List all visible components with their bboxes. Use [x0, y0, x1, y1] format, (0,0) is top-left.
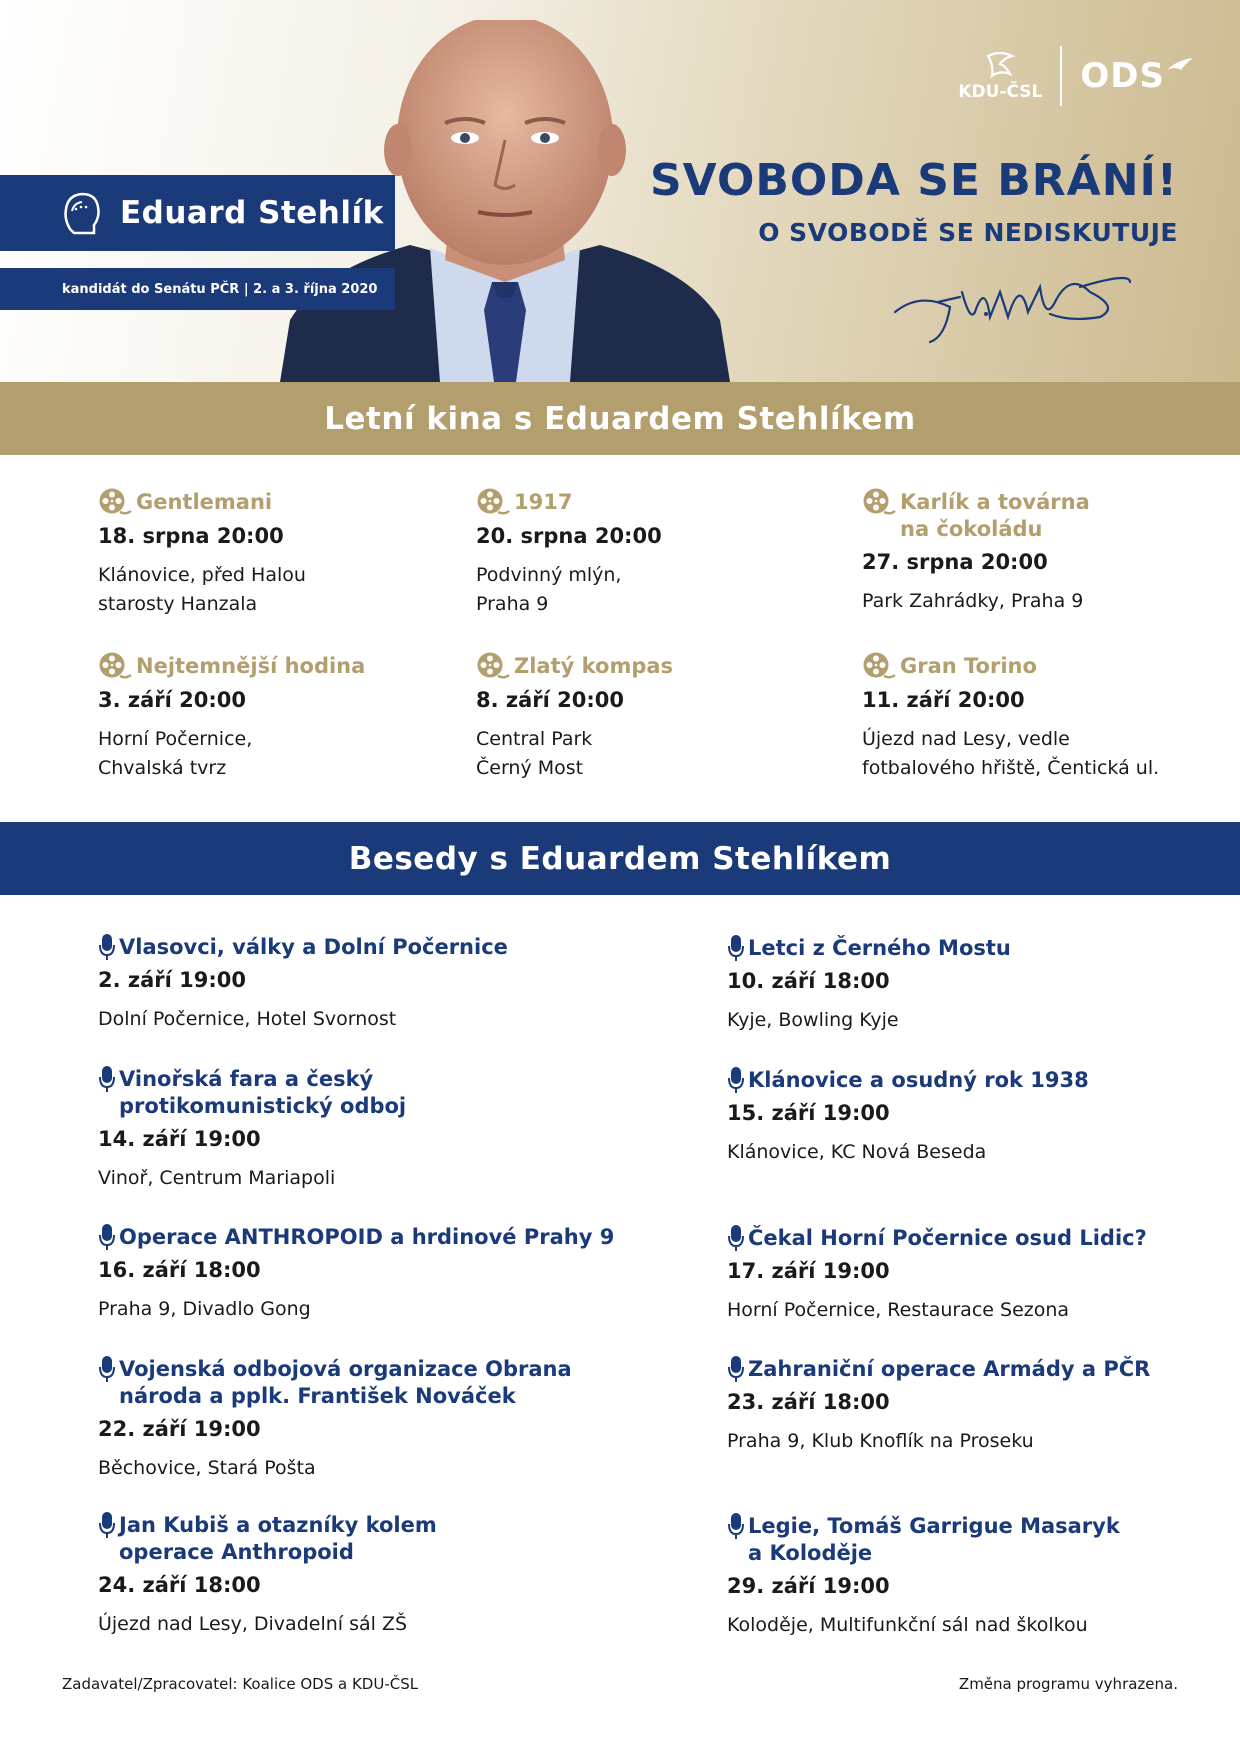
talk-title: Letci z Černého Mostu: [748, 936, 1011, 960]
kdu-csl-logo: [958, 50, 1042, 102]
film-title: Gran Torino: [900, 654, 1037, 678]
screening-place: Podvinný mlýn, Praha 9: [476, 564, 622, 615]
talk-date: 22. září 19:00: [98, 1417, 261, 1441]
cinema-item: [476, 651, 816, 783]
talk-date: 15. září 19:00: [727, 1101, 890, 1125]
screening-place: Újezd nad Lesy, vedle fotbalového hřiště, Čentická ul.: [862, 728, 1160, 779]
cinema-item: [98, 487, 438, 619]
talk-place: Újezd nad Lesy, Divadelní sál ZŠ: [98, 1613, 408, 1635]
candidate-name: Eduard Stehlík: [120, 195, 384, 231]
ods-bird-icon: [1165, 56, 1195, 76]
talk-place: Klánovice, KC Nová Beseda: [727, 1141, 987, 1163]
microphone-icon: [727, 1512, 745, 1540]
film-title: Gentlemani: [136, 490, 273, 514]
microphone-icon: [98, 933, 116, 961]
talk-title: Čekal Horní Počernice osud Lidic?: [748, 1226, 1147, 1250]
ods-logo: [1080, 56, 1195, 96]
talk-place: Praha 9, Klub Knoflík na Proseku: [727, 1430, 1034, 1452]
talk-item: [727, 1356, 1240, 1456]
screening-place: Klánovice, před Halou starosty Hanzala: [98, 564, 306, 615]
talk-date: 2. září 19:00: [98, 968, 247, 992]
talk-title: Vlasovci, války a Dolní Počernice: [119, 935, 508, 959]
film-reel-icon: [476, 651, 510, 681]
film-reel-icon: [476, 487, 510, 517]
talk-item: [727, 935, 1240, 1035]
talk-date: 10. září 18:00: [727, 969, 890, 993]
candidate-info-box: [0, 268, 395, 310]
screening-place: Central Park Černý Most: [476, 728, 593, 779]
microphone-icon: [98, 1223, 116, 1251]
film-title: Karlík a továrna na čokoládu: [900, 490, 1090, 541]
microphone-icon: [727, 1066, 745, 1094]
cinema-heading-text: Letní kina s Eduardem Stehlíkem: [324, 400, 916, 437]
slogan-sub: O SVOBODĚ SE NEDISKUTUJE: [758, 218, 1178, 247]
screening-place: Park Zahrádky, Praha 9: [862, 590, 1084, 612]
screening-date: 27. srpna 20:00: [862, 550, 1048, 574]
talk-place: Praha 9, Divadlo Gong: [98, 1298, 311, 1320]
talk-place: Koloděje, Multifunkční sál nad školkou: [727, 1614, 1088, 1636]
film-reel-icon: [98, 487, 132, 517]
film-title: Zlatý kompas: [514, 654, 674, 678]
talk-title: Klánovice a osudný rok 1938: [748, 1068, 1089, 1092]
talk-item: [727, 1513, 1240, 1640]
microphone-icon: [98, 1511, 116, 1539]
screening-date: 11. září 20:00: [862, 688, 1025, 712]
cinema-item: [862, 487, 1202, 616]
talk-place: Horní Počernice, Restaurace Sezona: [727, 1299, 1070, 1321]
cinema-item: [476, 487, 816, 619]
screening-date: 18. srpna 20:00: [98, 524, 284, 548]
talk-title: Zahraniční operace Armády a PČR: [748, 1357, 1151, 1381]
screening-date: 20. srpna 20:00: [476, 524, 662, 548]
talk-place: Vinoř, Centrum Mariapoli: [98, 1167, 336, 1189]
talk-title: Operace ANTHROPOID a hrdinové Prahy 9: [119, 1225, 615, 1249]
slogan-main: SVOBODA SE BRÁNÍ!: [649, 155, 1178, 206]
film-reel-icon: [98, 651, 132, 681]
talk-title: Legie, Tomáš Garrigue Masaryk a Koloděje: [748, 1514, 1120, 1565]
microphone-icon: [727, 934, 745, 962]
microphone-icon: [98, 1065, 116, 1093]
talk-date: 23. září 18:00: [727, 1390, 890, 1414]
film-reel-icon: [862, 487, 896, 517]
cinema-item: [862, 651, 1222, 783]
microphone-icon: [727, 1224, 745, 1252]
signature-image: [890, 262, 1135, 347]
talk-place: Běchovice, Stará Pošta: [98, 1457, 316, 1479]
talk-date: 14. září 19:00: [98, 1127, 261, 1151]
screening-date: 3. září 20:00: [98, 688, 247, 712]
kdu-csl-emblem-icon: [980, 50, 1020, 80]
cinema-section-heading: [0, 382, 1240, 455]
logo-divider: [1060, 46, 1062, 106]
talk-title: Jan Kubiš a otazníky kolem operace Anthropoid: [119, 1513, 437, 1564]
talks-heading-text: Besedy s Eduardem Stehlíkem: [348, 840, 892, 877]
talk-item: [98, 1356, 658, 1483]
microphone-icon: [727, 1355, 745, 1383]
talk-place: Dolní Počernice, Hotel Svornost: [98, 1008, 397, 1030]
screening-date: 8. září 20:00: [476, 688, 625, 712]
talk-item: [98, 1066, 658, 1193]
footer-disclaimer: Změna programu vyhrazena.: [958, 1675, 1178, 1693]
talk-date: 24. září 18:00: [98, 1573, 261, 1597]
header-banner: [0, 0, 1240, 382]
screening-place: Horní Počernice, Chvalská tvrz: [98, 728, 253, 779]
talk-title: Vinořská fara a český protikomunistický odboj: [119, 1067, 407, 1118]
microphone-icon: [98, 1355, 116, 1383]
talk-place: Kyje, Bowling Kyje: [727, 1009, 899, 1031]
talk-item: [727, 1067, 1240, 1167]
talk-title: Vojenská odbojová organizace Obrana národa a pplk. František Nováček: [119, 1357, 572, 1408]
talk-item: [98, 1512, 658, 1639]
talks-section-heading: [0, 822, 1240, 895]
candidate-election-line: kandidát do Senátu PČR | 2. a 3. října 2020: [62, 281, 378, 297]
face-outline-icon: [60, 189, 104, 237]
film-title: 1917: [514, 490, 573, 514]
film-title: Nejtemnější hodina: [136, 654, 366, 678]
talk-date: 16. září 18:00: [98, 1258, 261, 1282]
talk-item: [727, 1225, 1240, 1325]
talk-date: 17. září 19:00: [727, 1259, 890, 1283]
film-reel-icon: [862, 651, 896, 681]
talk-item: [98, 1224, 658, 1324]
ods-wordmark: ODS: [1080, 56, 1165, 96]
candidate-name-box: [0, 175, 395, 251]
party-logos: [958, 45, 1195, 107]
talk-item: [98, 934, 658, 1034]
kdu-csl-wordmark: KDU-ČSL: [958, 82, 1043, 102]
cinema-item: [98, 651, 438, 783]
talk-date: 29. září 19:00: [727, 1574, 890, 1598]
footer-publisher: Zadavatel/Zpracovatel: Koalice ODS a KDU-ČSL: [62, 1675, 419, 1693]
